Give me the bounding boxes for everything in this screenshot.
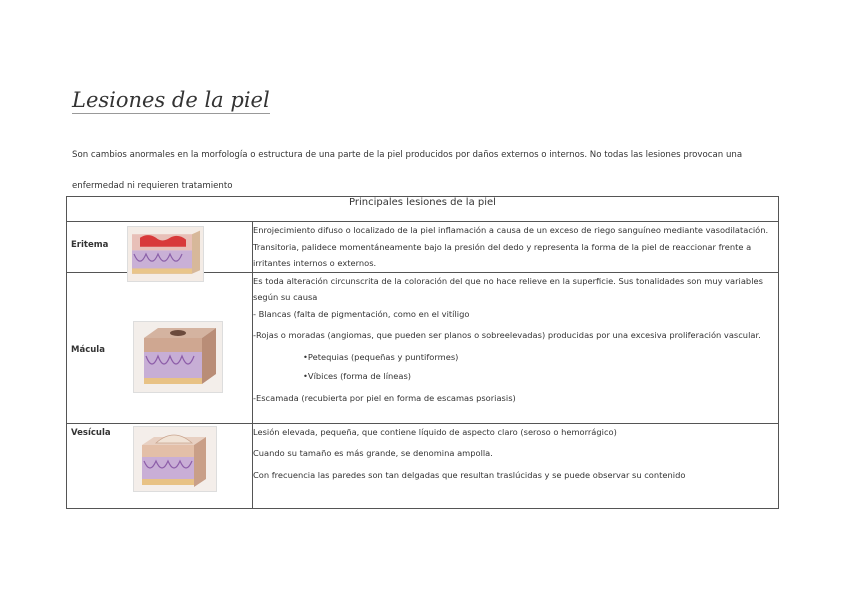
skin-vesicle-icon [133, 426, 217, 492]
description-line: Con frecuencia las paredes son tan delgadas que resultan traslúcidas y se puede observar su contenido [253, 469, 686, 480]
description-line: - Blancas (falta de pigmentación, como en el vitíligo [253, 308, 470, 319]
description-line: Es toda alteración circunscrita de la coloración del que no hace relieve en la superficie. Sus tonalidades son muy variables [253, 275, 763, 286]
table-header: Principales lesiones de la piel [67, 197, 779, 222]
table-row [67, 272, 779, 423]
description-line: según su causa [253, 292, 318, 302]
description-line: Lesión elevada, pequeña, que contiene líquido de aspecto claro (seroso o hemorrágico) [253, 426, 617, 437]
description-line: -Escamada (recubierta por piel en forma de escamas psoriasis) [253, 392, 516, 403]
lesion-name-cell [67, 423, 253, 508]
lesion-name-cell [67, 272, 253, 423]
description-line: Transitoria, palidece momentáneamente bajo la presión del dedo y representa la forma de la piel de reaccionar frente a [253, 241, 752, 252]
lesion-name: Eritema [71, 240, 109, 250]
lesion-name: Vesícula [71, 427, 111, 438]
skin-macula-icon [133, 321, 223, 393]
lesion-description [253, 423, 779, 508]
table-row [67, 222, 779, 273]
lesion-description [253, 272, 779, 423]
description-line: irritantes internos o externos. [253, 258, 377, 268]
table-row [67, 423, 779, 508]
lesion-description [253, 222, 779, 273]
description-line: •Petequias (pequeñas y puntiformes) [303, 351, 459, 362]
lesion-name-cell [67, 222, 253, 273]
lesion-name: Mácula [71, 344, 105, 355]
page-title: Lesiones de la piel [72, 88, 270, 112]
lesions-table [66, 196, 779, 509]
description-line: Cuando su tamaño es más grande, se denomina ampolla. [253, 448, 493, 458]
intro-paragraph: Son cambios anormales en la morfología o estructura de una parte de la piel producidos por daños externos o internos. No todas las lesiones provocan una enfermedad ni requieren tratamiento [72, 150, 743, 191]
description-line: Enrojecimiento difuso o localizado de la piel inflamación a causa de un exceso de riego sanguíneo mediante vasodilatación. [253, 225, 769, 235]
description-line: •Víbices (forma de líneas) [303, 371, 412, 381]
description-line: -Rojas o moradas (angiomas, que pueden ser planos o sobreelevadas) producidas por una excesiva proliferación vascular. [253, 330, 761, 340]
